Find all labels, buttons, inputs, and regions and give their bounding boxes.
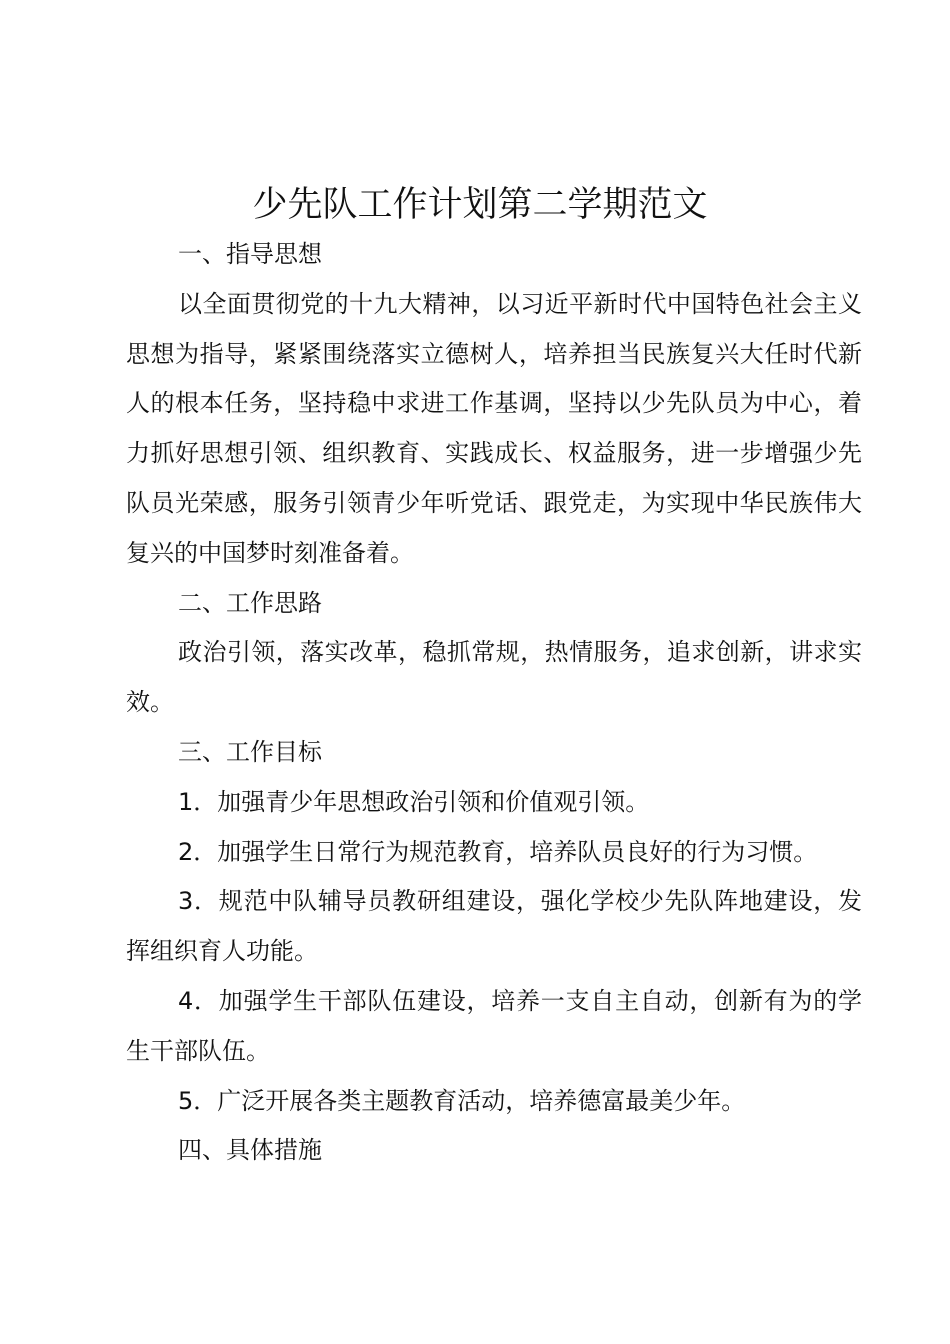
goal-item-4: 4．加强学生干部队伍建设，培养一支自主自动，创新有为的学生干部队伍。: [126, 986, 862, 1065]
goal-item-2: 2．加强学生日常行为规范教育，培养队员良好的行为习惯。: [178, 837, 818, 866]
goal-item-1: 1．加强青少年思想政治引领和价值观引领。: [178, 787, 650, 816]
goal-item-3: 3．规范中队辅导员教研组建设，强化学校少先队阵地建设，发挥组织育人功能。: [126, 887, 862, 966]
heading-guiding-ideology: 一、指导思想: [178, 240, 322, 268]
heading-work-approach: 二、工作思路: [178, 588, 322, 617]
document-body: [126, 230, 862, 1176]
heading-specific-measures: 四、具体措施: [178, 1136, 322, 1165]
paragraph-guiding-ideology: 以全面贯彻党的十九大精神，以习近平新时代中国特色社会主义思想为指导，紧紧围绕落实立德树人，培养担当民族复兴大任时代新人的根本任务，坚持稳中求进工作基调，坚持以少先队员为中心，着力抓好思想引领、组织教育、实践成长、权益服务，进一步增强少先队员光荣感，服务引领青少年听党话、跟党走，为实现中华民族伟大复兴的中国梦时刻准备着。: [126, 289, 862, 567]
goal-item-5: 5．广泛开展各类主题教育活动，培养德富最美少年。: [178, 1086, 746, 1115]
heading-work-goals: 三、工作目标: [178, 737, 322, 766]
document-title: 少先队工作计划第二学期范文: [252, 185, 708, 225]
paragraph-work-approach: 政治引领，落实改革，稳抓常规，热情服务，追求创新，讲求实效。: [126, 638, 862, 717]
